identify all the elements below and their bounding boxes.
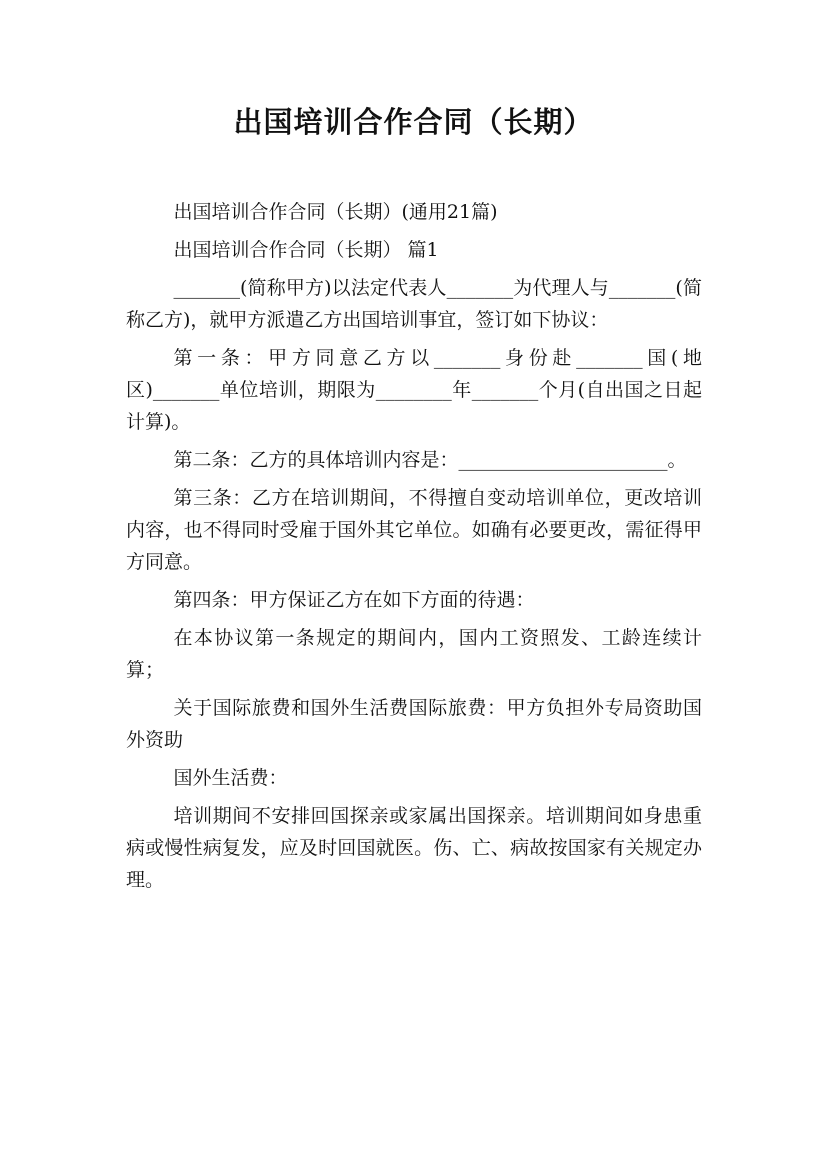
paragraph-living-expenses: 国外生活费： xyxy=(173,767,288,789)
paragraph-section-heading: 出国培训合作合同（长期） 篇1 xyxy=(173,239,439,261)
paragraph-parties: _______(简称甲方)以法定代表人_______为代理人与_______(简称乙方)，就甲方派遣乙方出国培训事宜，签订如下协议： xyxy=(126,277,702,331)
paragraph-salary: 在本协议第一条规定的期间内，国内工资照发、工龄连续计算； xyxy=(126,627,702,681)
paragraph-subtitle: 出国培训合作合同（长期）(通用21篇) xyxy=(173,201,498,223)
paragraph-travel-expenses: 关于国际旅费和国外生活费国际旅费：甲方负担外专局资助国外资助 xyxy=(126,697,702,751)
paragraph-article-2: 第二条：乙方的具体培训内容是：______________________。 xyxy=(173,449,687,471)
paragraph-article-1: 第一条：甲方同意乙方以_______身份赴_______国(地区)_______单位培训，期限为________年_______个月(自出国之日起计算)。 xyxy=(126,347,702,433)
paragraph-article-4: 第四条：甲方保证乙方在如下方面的待遇： xyxy=(173,589,535,611)
paragraph-article-3: 第三条：乙方在培训期间，不得擅自变动培训单位，更改培训内容，也不得同时受雇于国外其它单位。如确有必要更改，需征得甲方同意。 xyxy=(126,487,702,573)
paragraph-home-leave: 培训期间不安排回国探亲或家属出国探亲。培训期间如身患重病或慢性病复发，应及时回国就医。伤、亡、病故按国家有关规定办理。 xyxy=(126,805,702,891)
document-body xyxy=(126,196,702,902)
document-title: 出国培训合作合同（长期） xyxy=(233,105,594,139)
